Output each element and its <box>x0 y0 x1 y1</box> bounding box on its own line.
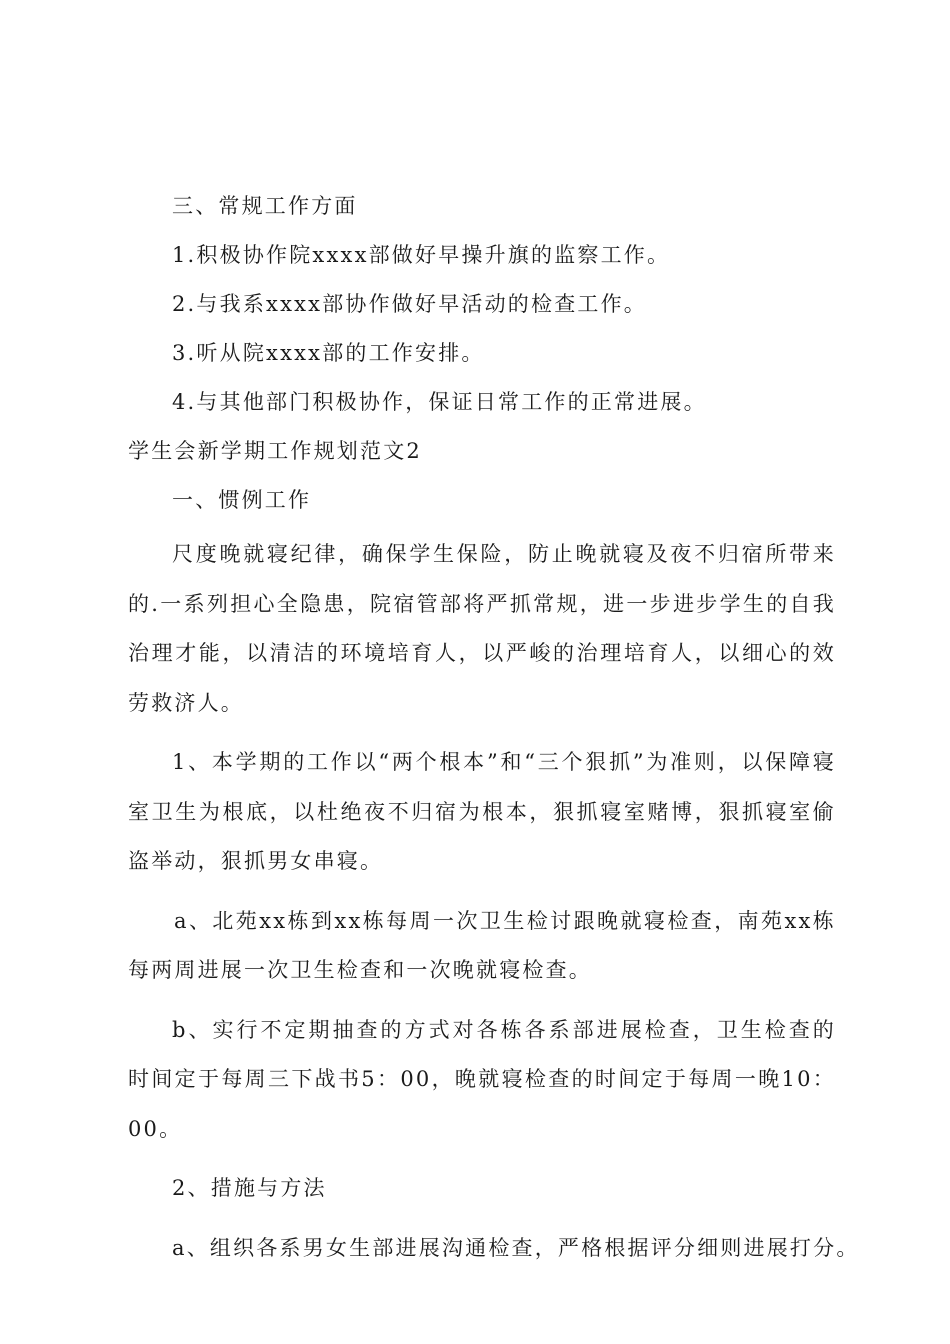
list-item: 1.积极协作院xxxx部做好早操升旗的监察工作。 <box>172 243 671 267</box>
list-item: 2.与我系xxxx部协作做好早活动的检查工作。 <box>172 292 648 316</box>
section-heading: 一、惯例工作 <box>172 488 312 512</box>
list-item: 3.听从院xxxx部的工作安排。 <box>172 341 485 365</box>
paragraph: a、北苑xx栋到xx栋每周一次卫生检讨跟晚就寝检查，南苑xx栋每两周进展一次卫生检查和一次晚就寝检查。 <box>128 908 836 982</box>
paragraph: 1、本学期的工作以“两个根本”和“三个狠抓”为准则，以保障寝室卫生为根底，以杜绝夜不归宿为根本，狠抓寝室赌博，狠抓寝室偷盗举动，狠抓男女串寝。 <box>128 750 836 873</box>
paragraph: 尺度晚就寝纪律，确保学生保险，防止晚就寝及夜不归宿所带来的.一系列担心全隐患，院宿管部将严抓常规，进一步进步学生的自我治理才能，以清洁的环境培育人，以严峻的治理培育人，以细心的效劳救济人。 <box>128 542 836 715</box>
list-item: 4.与其他部门积极协作，保证日常工作的正常进展。 <box>172 390 707 414</box>
section-heading: 三、常规工作方面 <box>172 194 358 218</box>
paragraph: b、实行不定期抽查的方式对各栋各系部进展检查，卫生检查的时间定于每周三下战书5：00，晚就寝检查的时间定于每周一晚10：00。 <box>128 1017 836 1141</box>
article-title: 学生会新学期工作规划范文2 <box>128 439 422 463</box>
paragraph: a、组织各系男女生部进展沟通检查，严格根据评分细则进展打分。 <box>172 1235 860 1260</box>
document-body <box>128 186 860 1273</box>
section-heading: 2、措施与方法 <box>172 1176 327 1200</box>
